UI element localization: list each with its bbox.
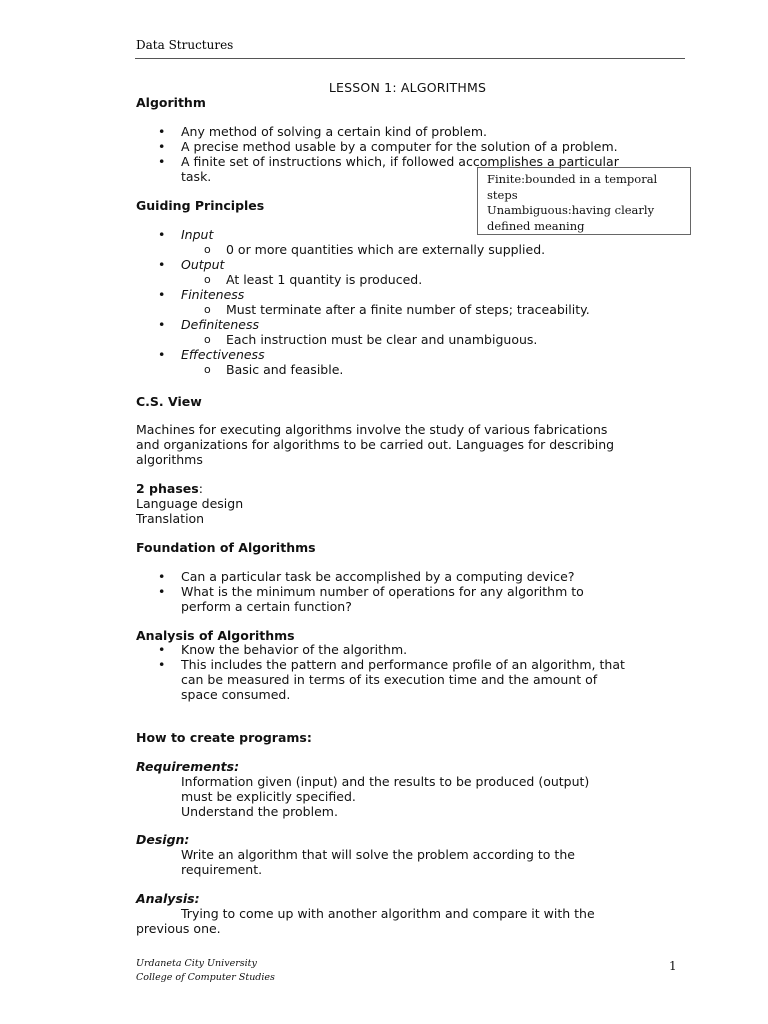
callout-line: defined meaning: [487, 218, 585, 233]
principle-detail: o Must terminate after a finite number of steps; traceability.: [136, 302, 696, 317]
list-item-continuation: can be measured in terms of its execution time and the amount of: [181, 672, 598, 687]
footer-line: College of Computer Studies: [136, 972, 275, 983]
design-text: [181, 847, 701, 877]
paragraph-line: requirement.: [181, 862, 263, 877]
definition-callout: [477, 167, 691, 235]
list-item: • A finite set of instructions which, if followed accomplishes a particular: [136, 154, 696, 169]
principle-detail: o 0 or more quantities which are externally supplied.: [136, 242, 696, 257]
header-rule: [135, 58, 685, 59]
paragraph-line: Trying to come up with another algorithm and compare it with the: [181, 906, 595, 921]
principle-detail: o At least 1 quantity is produced.: [136, 272, 696, 287]
list-item: • What is the minimum number of operations for any algorithm to: [136, 584, 696, 599]
principle-label: • Input: [136, 227, 696, 242]
principle-label: • Finiteness: [136, 287, 696, 302]
phases-heading-line: [136, 481, 696, 496]
list-item: • Know the behavior of the algorithm.: [136, 642, 696, 657]
analysis-of-algorithms-list: [136, 642, 696, 702]
principle-label: • Output: [136, 257, 696, 272]
paragraph-line: and organizations for algorithms to be carried out. Languages for describing: [136, 437, 615, 452]
paragraph-line: algorithms: [136, 452, 203, 467]
callout-line: Finite:bounded in a temporal: [487, 172, 658, 186]
principle-detail: o Each instruction must be clear and unambiguous.: [136, 332, 696, 347]
analysis-text: [136, 906, 696, 936]
footer-institution: [136, 957, 275, 985]
lesson-title: LESSON 1: ALGORITHMS: [328, 80, 487, 95]
callout-line: steps: [487, 187, 518, 202]
guiding-principles-heading: Guiding Principles: [136, 198, 265, 213]
phases-colon: :: [198, 481, 203, 496]
list-item-continuation: perform a certain function?: [181, 599, 352, 614]
guiding-principles-list: [136, 227, 696, 377]
list-item: • Any method of solving a certain kind of problem.: [136, 124, 696, 139]
list-item: • A precise method usable by a computer for the solution of a problem.: [136, 139, 696, 154]
design-heading: Design:: [136, 832, 190, 847]
algorithm-heading: Algorithm: [136, 95, 206, 110]
cs-view-paragraph: [136, 422, 696, 467]
principle-label: • Definiteness: [136, 317, 696, 332]
foundation-list: [136, 569, 696, 614]
list-item-continuation: task.: [181, 169, 212, 184]
footer-line: Urdaneta City University: [136, 958, 257, 969]
paragraph-line: Understand the problem.: [181, 804, 338, 819]
phases-heading: 2 phases: [136, 481, 199, 496]
create-programs-heading: How to create programs:: [136, 730, 312, 745]
paragraph-line: previous one.: [136, 921, 221, 936]
paragraph-line: Information given (input) and the results to be produced (output): [181, 774, 590, 789]
phase-item: Language design: [136, 496, 244, 511]
page-number: 1: [669, 959, 677, 973]
list-item-continuation: space consumed.: [181, 687, 291, 702]
list-item: • Can a particular task be accomplished by a computing device?: [136, 569, 696, 584]
phases-block: [136, 481, 696, 526]
phase-item: Translation: [136, 511, 205, 526]
list-item: • This includes the pattern and performance profile of an algorithm, that: [136, 657, 696, 672]
paragraph-line: must be explicitly specified.: [181, 789, 356, 804]
principle-detail: o Basic and feasible.: [136, 362, 696, 377]
analysis-of-algorithms-heading: Analysis of Algorithms: [136, 628, 295, 643]
requirements-text: [181, 774, 701, 819]
paragraph-line: Write an algorithm that will solve the problem according to the: [181, 847, 575, 862]
header-title: Data Structures: [136, 38, 234, 52]
analysis-heading: Analysis:: [136, 891, 200, 906]
principle-label: • Effectiveness: [136, 347, 696, 362]
requirements-heading: Requirements:: [136, 759, 240, 774]
callout-line: Unambiguous:having clearly: [487, 203, 655, 217]
cs-view-heading: C.S. View: [136, 394, 202, 409]
paragraph-line: Machines for executing algorithms involve the study of various fabrications: [136, 422, 608, 437]
foundation-heading: Foundation of Algorithms: [136, 540, 316, 555]
